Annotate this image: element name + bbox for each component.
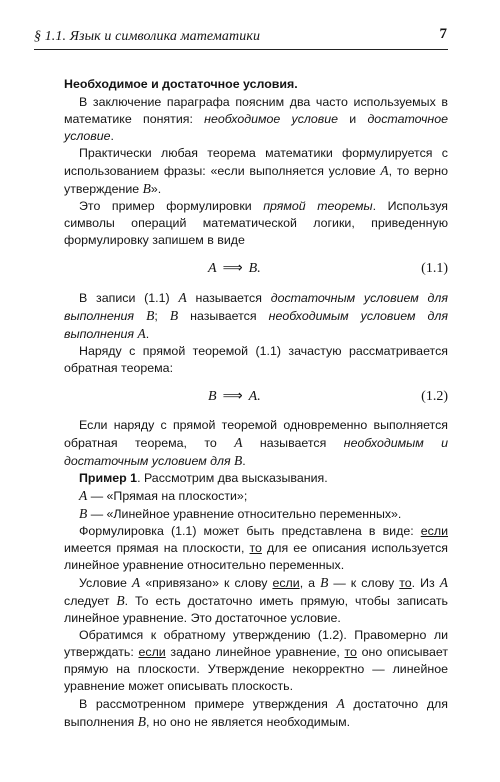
keyword-if: если bbox=[420, 524, 448, 538]
variable: B bbox=[137, 714, 146, 729]
variable: B bbox=[79, 506, 88, 521]
keyword-then: то bbox=[399, 576, 412, 590]
example-heading bbox=[64, 470, 448, 487]
example-label: Пример 1 bbox=[79, 471, 138, 485]
text: . То есть достаточно иметь прямую, чтобы записать линейное уравнение. Это достаточное условие. bbox=[64, 594, 448, 625]
text: . bbox=[242, 454, 246, 468]
running-header-title: § 1.1. Язык и символика математики bbox=[34, 29, 261, 44]
text: Формулировка (1.1) может быть представлена в виде: bbox=[79, 524, 421, 538]
text: ; bbox=[154, 309, 170, 323]
paragraph-iff bbox=[64, 417, 448, 470]
text: В рассмотренном примере утверждения bbox=[79, 697, 337, 711]
text: Это пример формулировки bbox=[79, 199, 264, 213]
paragraph-theorem-phrase bbox=[64, 145, 448, 198]
formula-1-1 bbox=[64, 257, 448, 281]
text: . bbox=[110, 129, 114, 143]
term-necessary-and-sufficient: необходимым и достаточным условием для bbox=[64, 436, 449, 468]
term-necessary-condition: необходимым условием для выполнения bbox=[64, 309, 448, 341]
formula-expression bbox=[208, 260, 261, 277]
formula-left: A bbox=[208, 261, 217, 276]
formula-left: B bbox=[208, 389, 217, 404]
variable: A bbox=[131, 575, 141, 590]
text: В записи (1.1) bbox=[79, 291, 179, 305]
text: . bbox=[145, 327, 150, 341]
formula-right: B. bbox=[248, 261, 261, 276]
text: следует bbox=[64, 594, 117, 608]
text: . Используя символы операций математической логики, приведенную формулировку запишем в виде bbox=[64, 199, 448, 247]
text: достаточно для выполнения bbox=[64, 697, 448, 729]
statement-b bbox=[64, 505, 448, 523]
text: Условие bbox=[79, 576, 132, 590]
variable: B bbox=[146, 308, 155, 323]
text: В заключение параграфа поясним два часто используемых в математике понятия: bbox=[64, 95, 448, 126]
paragraph-intro bbox=[64, 94, 448, 145]
variable: B bbox=[169, 308, 179, 323]
variable: B bbox=[234, 453, 243, 468]
page-number: 7 bbox=[439, 26, 447, 42]
implies-symbol: ⟹ bbox=[222, 389, 243, 404]
equation-number: (1.2) bbox=[421, 389, 448, 404]
keyword-if: если bbox=[272, 576, 300, 590]
paragraph-converse-check bbox=[64, 627, 448, 695]
variable: A bbox=[234, 435, 243, 450]
text: — «Линейное уравнение относительно переменных». bbox=[87, 507, 402, 521]
paragraph-definitions bbox=[64, 289, 448, 343]
paragraph-direct-theorem bbox=[64, 198, 448, 249]
formula-expression bbox=[208, 388, 261, 405]
variable: A bbox=[178, 290, 187, 305]
formula-1-2 bbox=[64, 385, 448, 409]
text: , но оно не является необходимым. bbox=[145, 715, 351, 729]
term-sufficient-condition: достаточным условием для выполнения bbox=[64, 291, 448, 323]
keyword-then: то bbox=[249, 541, 262, 555]
paragraph-converse bbox=[64, 343, 448, 377]
variable: A bbox=[380, 163, 389, 178]
variable: A bbox=[79, 488, 88, 503]
text: . Из bbox=[411, 576, 440, 590]
variable: B bbox=[116, 593, 125, 608]
text: называется bbox=[186, 291, 271, 305]
text: имеется прямая на плоскости, bbox=[64, 541, 250, 555]
text: — «Прямая на плоскости»; bbox=[87, 489, 248, 503]
text: ». bbox=[150, 182, 162, 196]
variable: A bbox=[439, 575, 448, 590]
variable: A bbox=[336, 696, 345, 711]
text: «привязано» к слову bbox=[140, 576, 273, 590]
text: задано линейное уравнение, bbox=[165, 645, 345, 659]
term-necessary: необходимое условие bbox=[204, 112, 339, 126]
implies-symbol: ⟹ bbox=[222, 261, 243, 276]
paragraph-binding bbox=[64, 574, 448, 627]
section-heading: Необходимое и достаточное условия. bbox=[64, 77, 298, 91]
text: , а bbox=[299, 576, 321, 590]
paragraph-formulation bbox=[64, 523, 448, 574]
term-direct-theorem: прямой теоремы bbox=[263, 199, 373, 213]
text: — к слову bbox=[328, 576, 400, 590]
text: для ее описания используется линейное уравнение относительно переменных. bbox=[64, 541, 448, 572]
paragraph-conclusion bbox=[64, 695, 448, 731]
page-body bbox=[64, 76, 448, 731]
keyword-then: то bbox=[344, 645, 357, 659]
text: называется bbox=[242, 436, 344, 450]
header-rule bbox=[34, 49, 448, 50]
term-sufficient: достаточное условие bbox=[64, 112, 448, 143]
text: называется bbox=[178, 309, 269, 323]
text: Если наряду с прямой теоремой одновременно выполняется обратная теорема, то bbox=[64, 418, 448, 450]
equation-number: (1.1) bbox=[421, 261, 448, 276]
text: Обратимся к обратному утверждению (1.2). Правомерно ли утверждать: bbox=[64, 628, 448, 659]
statement-a bbox=[64, 487, 448, 505]
variable: B bbox=[320, 575, 329, 590]
text: , то верно утверждение bbox=[64, 164, 448, 196]
text: оно описывает прямую на плоскости. Утверждение некорректно — линейное уравнение может описывать плоскость. bbox=[64, 645, 449, 693]
variable: A bbox=[137, 326, 146, 341]
text: и bbox=[338, 112, 368, 126]
text: Наряду с прямой теоремой (1.1) зачастую рассматривается обратная теорема: bbox=[64, 344, 448, 375]
text: Практически любая теорема математики формулируется с использованием фразы: «если выполняется условие bbox=[64, 146, 448, 178]
variable: B bbox=[142, 181, 151, 196]
text: . Рассмотрим два высказывания. bbox=[137, 471, 328, 485]
formula-right: A. bbox=[248, 389, 261, 404]
keyword-if: если bbox=[138, 645, 166, 659]
